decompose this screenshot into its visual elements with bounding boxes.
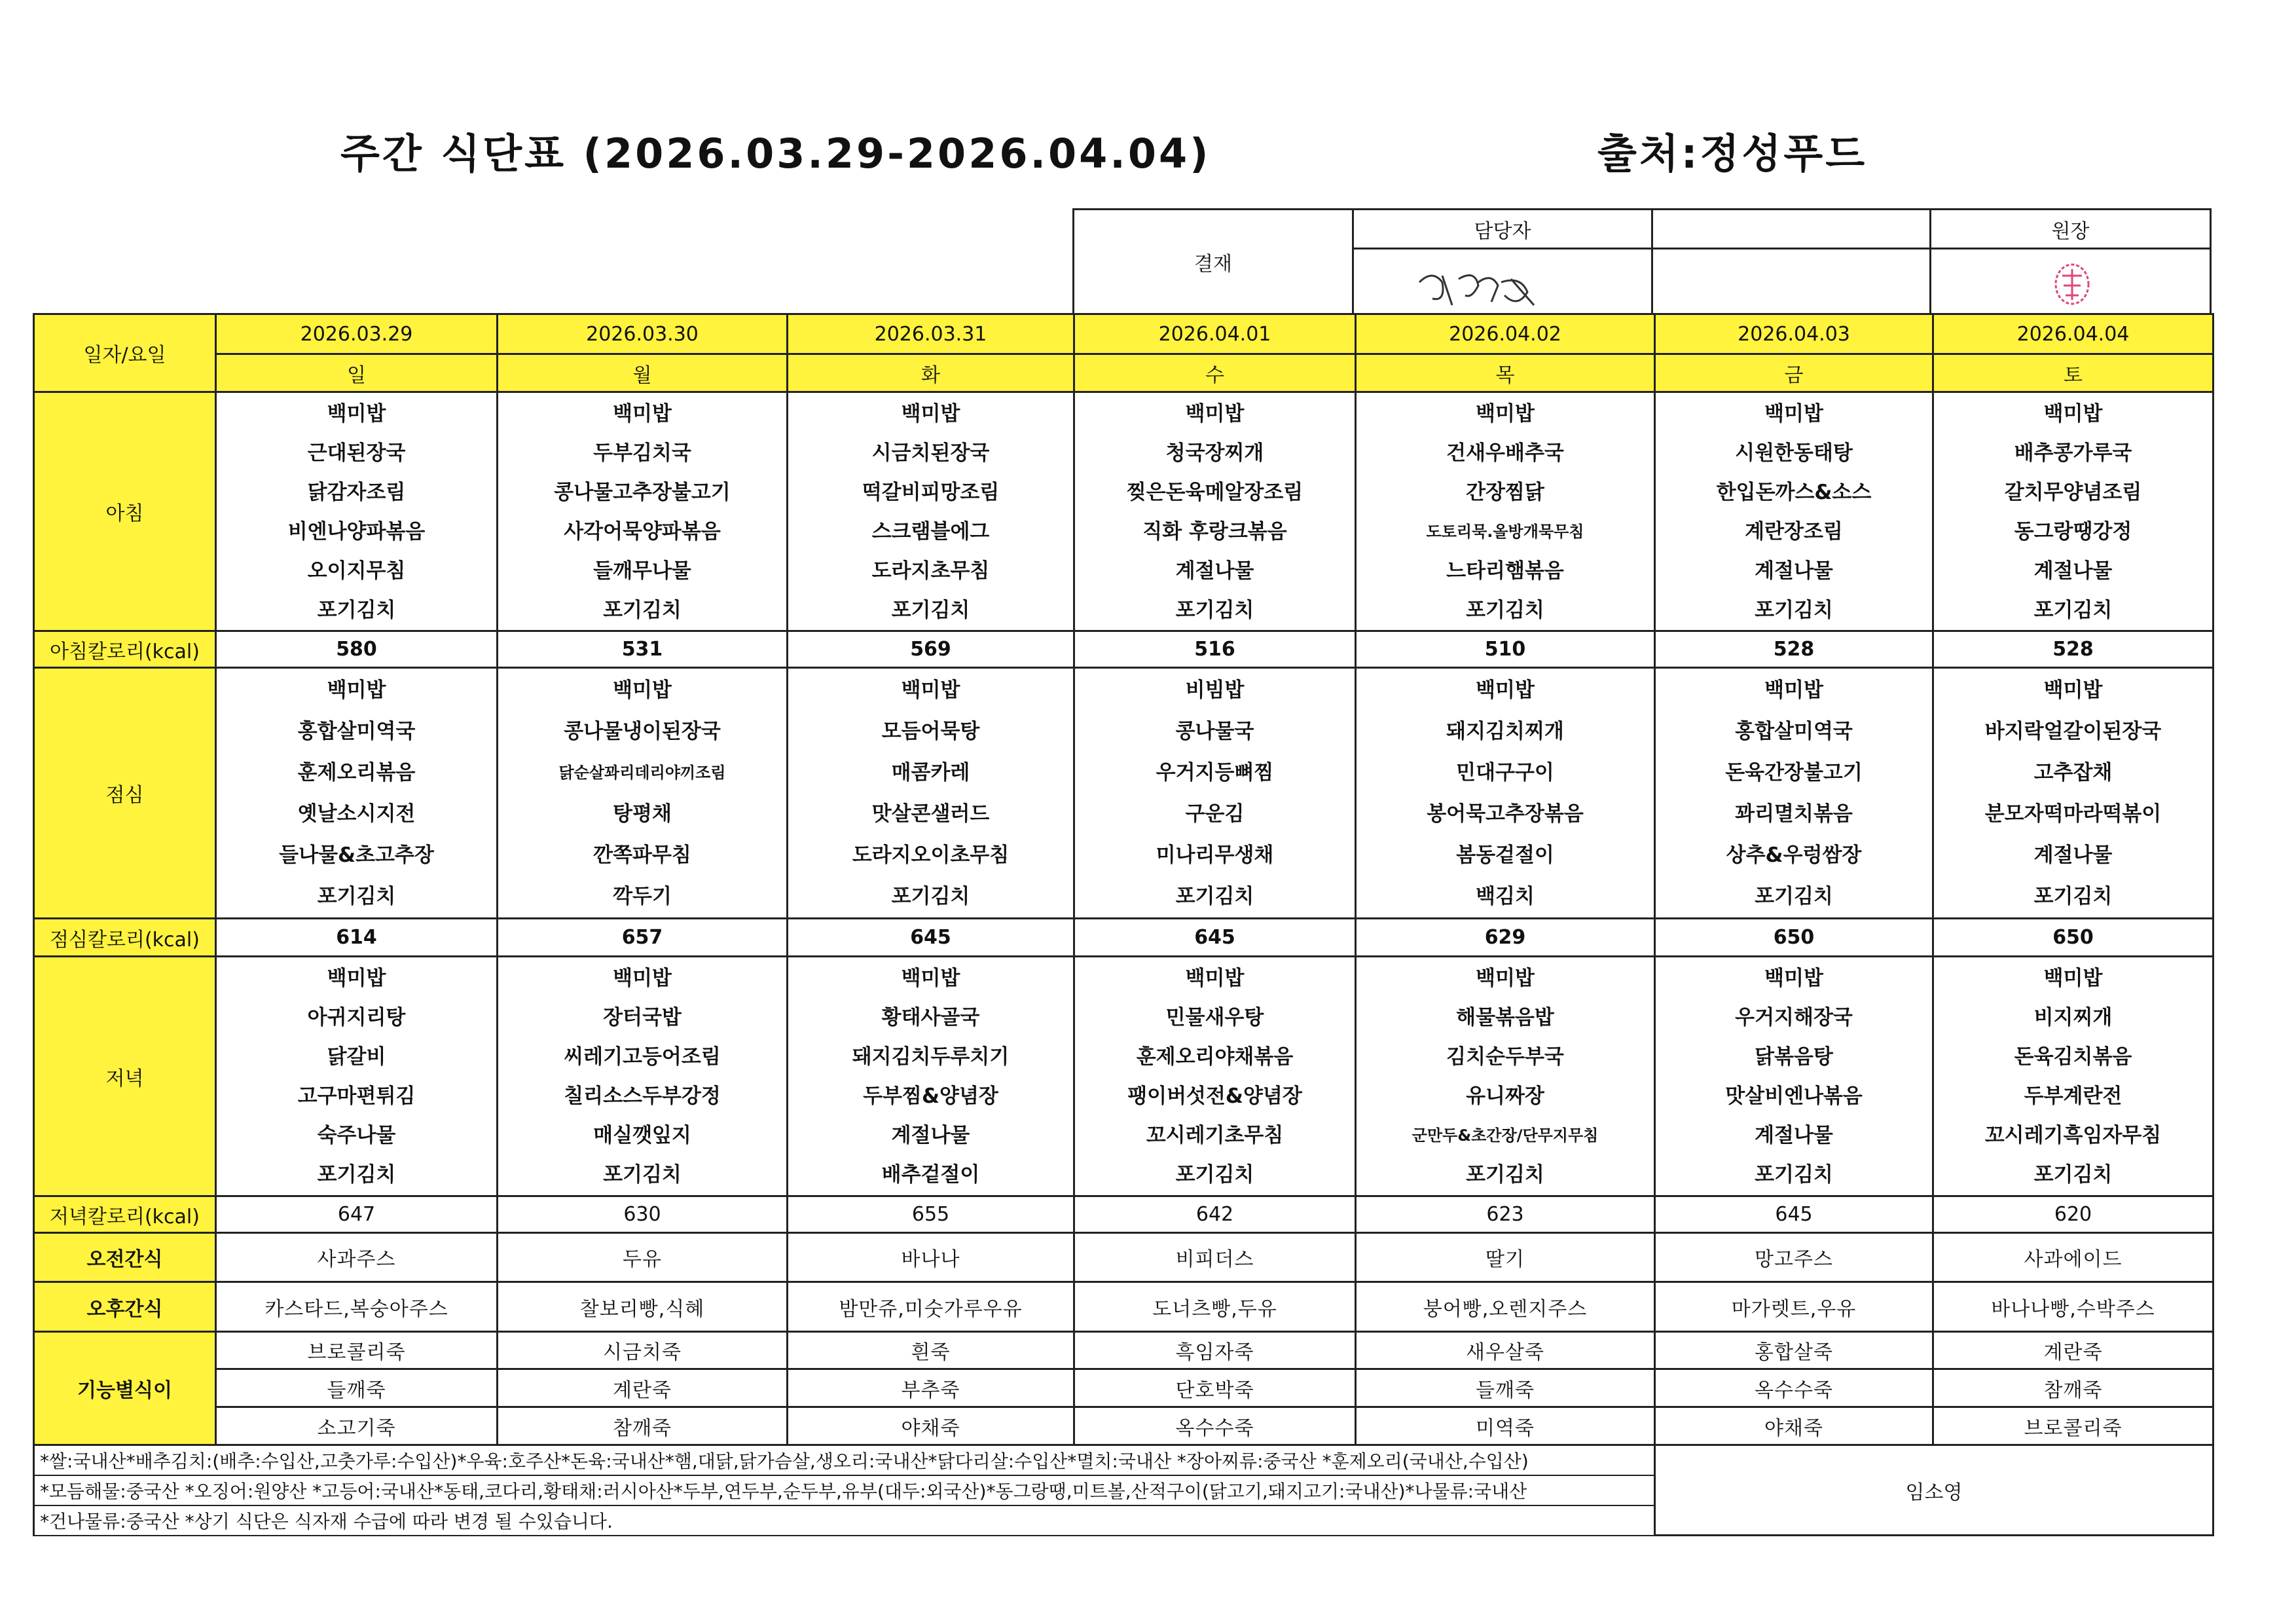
menu-item: 백미밥 xyxy=(901,402,960,426)
menu-item: 백미밥 xyxy=(1476,402,1535,426)
menu-item: 콩나물국 xyxy=(1175,720,1254,743)
menu-item: 봄동겉절이 xyxy=(1456,843,1554,867)
menu-item: 매콤카레 xyxy=(891,761,970,784)
special-diet-cell: 야채죽 xyxy=(788,1407,1074,1445)
menu-item: 포기김치 xyxy=(1466,1163,1544,1187)
pm-snack-label: 오후간식 xyxy=(34,1282,216,1332)
menu-item: 꼬시레기초무침 xyxy=(1146,1124,1284,1147)
menu-item: 맛살콘샐러드 xyxy=(871,802,990,826)
lunch-menu-cell xyxy=(216,668,498,919)
special-diet-cell: 옥수수죽 xyxy=(1655,1369,1933,1407)
menu-item: 탕평채 xyxy=(613,802,672,826)
date-day-label: 일자/요일 xyxy=(34,314,216,392)
dinner-menu-cell xyxy=(788,957,1074,1196)
calorie-cell: 531 xyxy=(498,631,788,668)
date-cell: 2026.03.30 xyxy=(498,314,788,354)
menu-item: 계절나물 xyxy=(891,1124,970,1147)
menu-item: 씨레기고등어조림 xyxy=(564,1045,721,1069)
special-diet-cell: 흑임자죽 xyxy=(1074,1332,1356,1369)
breakfast-menu-cell xyxy=(1074,392,1356,631)
menu-item: 포기김치 xyxy=(1175,599,1254,622)
menu-item: 꽈리멸치볶음 xyxy=(1735,802,1853,826)
menu-item: 민대구구이 xyxy=(1456,761,1554,784)
menu-item: 시금치된장국 xyxy=(871,441,990,465)
date-cell: 2026.04.03 xyxy=(1655,314,1933,354)
origin-note-line-2: *모듬해물:중국산 *오징어:원양산 *고등어:국내산*동태,코다리,황태채:러시아산*두부,연두부,순두부,유부(대두:외국산)*동그랑땡,미트볼,산적구이(닭고기,돼지고기:국내산)*나물류:국내산 xyxy=(34,1475,1655,1505)
special-diet-cell: 시금치죽 xyxy=(498,1332,788,1369)
calorie-cell: 650 xyxy=(1655,919,1933,957)
date-cell: 2026.04.02 xyxy=(1356,314,1655,354)
menu-item: 도라지초무침 xyxy=(871,559,990,583)
special-diet-cell: 들깨죽 xyxy=(1356,1369,1655,1407)
menu-item: 느타리햄볶음 xyxy=(1446,559,1564,583)
snack-cell: 밤만쥬,미숫가루우유 xyxy=(788,1282,1074,1332)
snack-cell: 망고주스 xyxy=(1655,1233,1933,1282)
lunch-menu-cell xyxy=(788,668,1074,919)
special-diet-cell: 계란죽 xyxy=(498,1369,788,1407)
lunch-menu-cell xyxy=(1933,668,2214,919)
breakfast-menu-cell xyxy=(216,392,498,631)
snack-cell: 딸기 xyxy=(1356,1233,1655,1282)
menu-item: 도라지오이초무침 xyxy=(852,843,1010,867)
calorie-cell: 630 xyxy=(498,1196,788,1233)
menu-item: 팽이버섯전&양념장 xyxy=(1127,1084,1302,1108)
menu-item: 홍합살미역국 xyxy=(1735,720,1853,743)
menu-item: 배추겉절이 xyxy=(881,1163,980,1187)
lunch-menu-cell xyxy=(1655,668,1933,919)
menu-item: 비지찌개 xyxy=(2033,1006,2113,1029)
menu-item: 계절나물 xyxy=(1755,559,1833,583)
special-diet-cell: 들깨죽 xyxy=(216,1369,498,1407)
origin-note-line-1: *쌀:국내산*배추김치:(배추:수입산,고춧가루:수입산)*우육:호주산*돈육:국내산*햄,대닭,닭가슴살,생오리:국내산*닭다리살:수입산*멸치:국내산 *장아찌류:중국산 *훈제오리(국내산,수입산) xyxy=(34,1445,1655,1475)
menu-item: 미나리무생채 xyxy=(1156,843,1274,867)
menu-item: 비빔밥 xyxy=(1185,678,1245,702)
calorie-cell: 614 xyxy=(216,919,498,957)
menu-item: 분모자떡마라떡볶이 xyxy=(1984,802,2162,826)
menu-item: 백미밥 xyxy=(327,678,386,702)
menu-item: 훈제오리야채볶음 xyxy=(1136,1045,1294,1069)
day-cell: 토 xyxy=(1933,354,2214,392)
menu-item: 홍합살미역국 xyxy=(297,720,416,743)
approval-label: 결재 xyxy=(1074,210,1353,314)
snack-cell: 찰보리빵,식혜 xyxy=(498,1282,788,1332)
menu-item: 포기김치 xyxy=(603,1163,682,1187)
approval-blank-header xyxy=(1652,210,1931,249)
calorie-cell: 528 xyxy=(1655,631,1933,668)
approval-box xyxy=(1072,208,2212,315)
menu-item: 포기김치 xyxy=(603,599,682,622)
day-cell: 목 xyxy=(1356,354,1655,392)
person-in-charge-label: 담당자 xyxy=(1353,210,1652,249)
menu-item: 두부계란전 xyxy=(2024,1084,2123,1108)
dinner-label: 저녁 xyxy=(34,957,216,1196)
menu-item: 계란장조림 xyxy=(1745,520,1843,544)
special-diet-cell: 야채죽 xyxy=(1655,1407,1933,1445)
special-diet-cell: 계란죽 xyxy=(1933,1332,2214,1369)
dinner-menu-cell xyxy=(1356,957,1655,1196)
source-label: 출처:정성푸드 xyxy=(1597,130,1868,177)
menu-item: 포기김치 xyxy=(1755,599,1833,622)
menu-item: 직화 후랑크볶음 xyxy=(1142,520,1287,544)
date-cell: 2026.04.01 xyxy=(1074,314,1356,354)
calorie-cell: 580 xyxy=(216,631,498,668)
menu-item: 시원한동태탕 xyxy=(1735,441,1853,465)
menu-item: 들나물&초고추장 xyxy=(279,843,434,867)
calorie-cell: 642 xyxy=(1074,1196,1356,1233)
menu-item: 김치순두부국 xyxy=(1446,1045,1564,1069)
menu-item: 돼지김치찌개 xyxy=(1446,720,1564,743)
menu-item: 백미밥 xyxy=(1764,967,1823,990)
menu-item: 백미밥 xyxy=(1185,402,1245,426)
menu-item: 두부김치국 xyxy=(593,441,691,465)
seal-stamp-icon xyxy=(2049,259,2095,308)
menu-table xyxy=(33,313,2214,1536)
snack-cell: 비피더스 xyxy=(1074,1233,1356,1282)
special-diet-cell: 소고기죽 xyxy=(216,1407,498,1445)
calorie-cell: 569 xyxy=(788,631,1074,668)
menu-item: 비엔나양파볶음 xyxy=(287,520,426,544)
menu-item: 우거지등뼈찜 xyxy=(1156,761,1274,784)
breakfast-menu-cell xyxy=(498,392,788,631)
calorie-cell: 647 xyxy=(216,1196,498,1233)
menu-item: 숙주나물 xyxy=(317,1124,396,1147)
menu-item: 포기김치 xyxy=(1175,1163,1254,1187)
menu-item: 백미밥 xyxy=(1476,967,1535,990)
menu-item: 칠리소스두부강정 xyxy=(564,1084,721,1108)
menu-item: 황태사골국 xyxy=(881,1006,980,1029)
menu-item: 고추잡채 xyxy=(2033,761,2113,784)
menu-item: 스크램블에그 xyxy=(871,520,990,544)
calorie-cell: 510 xyxy=(1356,631,1655,668)
menu-item: 옛날소시지전 xyxy=(297,802,416,826)
special-diet-cell: 참깨죽 xyxy=(498,1407,788,1445)
menu-item: 백미밥 xyxy=(613,678,672,702)
menu-item: 맛살비엔나볶음 xyxy=(1725,1084,1863,1108)
day-cell: 일 xyxy=(216,354,498,392)
snack-cell: 바나나 xyxy=(788,1233,1074,1282)
menu-item: 포기김치 xyxy=(891,885,970,908)
menu-item: 떡갈비피망조림 xyxy=(862,481,1000,504)
menu-item: 백미밥 xyxy=(327,967,386,990)
lunch-menu-cell xyxy=(1074,668,1356,919)
menu-item: 백미밥 xyxy=(613,967,672,990)
snack-cell: 사과에이드 xyxy=(1933,1233,2214,1282)
dinner-menu-cell xyxy=(1933,957,2214,1196)
menu-item: 배추콩가루국 xyxy=(2014,441,2132,465)
day-cell: 금 xyxy=(1655,354,1933,392)
dinner-menu-cell xyxy=(1655,957,1933,1196)
menu-item: 콩나물고추장불고기 xyxy=(554,481,731,504)
menu-item: 훈제오리볶음 xyxy=(297,761,416,784)
menu-item: 계절나물 xyxy=(2033,843,2113,867)
menu-item: 우거지해장국 xyxy=(1735,1006,1853,1029)
menu-item: 포기김치 xyxy=(2033,885,2113,908)
special-diet-label: 기능별식이 xyxy=(34,1332,216,1445)
principal-label: 원장 xyxy=(1931,210,2211,249)
dinner-calorie-label: 저녁칼로리(kcal) xyxy=(34,1196,216,1233)
origin-note-line-3: *건나물류:중국산 *상기 식단은 식자재 수급에 따라 변경 될 수있습니다. xyxy=(34,1505,1655,1536)
dinner-menu-cell xyxy=(216,957,498,1196)
calorie-cell: 516 xyxy=(1074,631,1356,668)
day-cell: 수 xyxy=(1074,354,1356,392)
special-diet-cell: 브로콜리죽 xyxy=(1933,1407,2214,1445)
menu-item: 갈치무양념조림 xyxy=(2004,481,2142,504)
special-diet-cell: 부추죽 xyxy=(788,1369,1074,1407)
menu-item: 포기김치 xyxy=(1755,1163,1833,1187)
calorie-cell: 645 xyxy=(1074,919,1356,957)
menu-item: 계절나물 xyxy=(2033,559,2113,583)
special-diet-cell: 미역죽 xyxy=(1356,1407,1655,1445)
snack-cell: 마가렛트,우유 xyxy=(1655,1282,1933,1332)
menu-item: 바지락얼갈이된장국 xyxy=(1984,720,2162,743)
menu-item: 봉어묵고추장볶음 xyxy=(1427,802,1584,826)
menu-item: 동그랑땡강정 xyxy=(2014,520,2132,544)
breakfast-menu-cell xyxy=(1655,392,1933,631)
menu-item: 백미밥 xyxy=(1476,678,1535,702)
menu-item: 백미밥 xyxy=(327,402,386,426)
menu-item: 깐쪽파무침 xyxy=(593,843,691,867)
lunch-calorie-label: 점심칼로리(kcal) xyxy=(34,919,216,957)
snack-cell: 붕어빵,오렌지주스 xyxy=(1356,1282,1655,1332)
breakfast-calorie-label: 아침칼로리(kcal) xyxy=(34,631,216,668)
snack-cell: 두유 xyxy=(498,1233,788,1282)
menu-item: 포기김치 xyxy=(2033,1163,2113,1187)
menu-item: 고구마편튀김 xyxy=(297,1084,416,1108)
breakfast-menu-cell xyxy=(1933,392,2214,631)
menu-item: 찢은돈육메알장조림 xyxy=(1126,481,1303,504)
principal-seal xyxy=(1931,249,2211,314)
menu-item: 닭감자조림 xyxy=(307,481,406,504)
menu-item: 구운김 xyxy=(1185,802,1245,826)
calorie-cell: 645 xyxy=(1655,1196,1933,1233)
menu-item: 한입돈까스&소스 xyxy=(1716,481,1872,504)
special-diet-cell: 참깨죽 xyxy=(1933,1369,2214,1407)
calorie-cell: 655 xyxy=(788,1196,1074,1233)
menu-item: 간장찜닭 xyxy=(1466,481,1544,504)
menu-item: 깍두기 xyxy=(613,885,672,908)
menu-item: 포기김치 xyxy=(1755,885,1833,908)
menu-item: 오이지무침 xyxy=(307,559,406,583)
menu-item: 건새우배추국 xyxy=(1446,441,1564,465)
menu-item: 백김치 xyxy=(1476,885,1535,908)
menu-item: 닭순살꽈리데리야끼조림 xyxy=(558,764,726,782)
snack-cell: 사과주스 xyxy=(216,1233,498,1282)
menu-item: 포기김치 xyxy=(1175,885,1254,908)
menu-item: 포기김치 xyxy=(317,599,396,622)
breakfast-menu-cell xyxy=(1356,392,1655,631)
menu-item: 백미밥 xyxy=(2043,967,2103,990)
menu-item: 백미밥 xyxy=(1764,402,1823,426)
menu-item: 백미밥 xyxy=(1764,678,1823,702)
date-cell: 2026.03.31 xyxy=(788,314,1074,354)
special-diet-cell: 단호박죽 xyxy=(1074,1369,1356,1407)
menu-item: 돼지김치두루치기 xyxy=(852,1045,1010,1069)
calorie-cell: 623 xyxy=(1356,1196,1655,1233)
menu-item: 백미밥 xyxy=(901,967,960,990)
special-diet-cell: 홍합살죽 xyxy=(1655,1332,1933,1369)
menu-item: 민물새우탕 xyxy=(1165,1006,1264,1029)
menu-item: 포기김치 xyxy=(1466,599,1544,622)
menu-item: 포기김치 xyxy=(891,599,970,622)
breakfast-menu-cell xyxy=(788,392,1074,631)
lunch-menu-cell xyxy=(498,668,788,919)
person-in-charge-signature xyxy=(1353,249,1652,314)
menu-item: 상추&우렁쌈장 xyxy=(1726,843,1862,867)
am-snack-label: 오전간식 xyxy=(34,1233,216,1282)
calorie-cell: 657 xyxy=(498,919,788,957)
menu-item: 백미밥 xyxy=(613,402,672,426)
menu-item: 청국장찌개 xyxy=(1165,441,1264,465)
calorie-cell: 620 xyxy=(1933,1196,2214,1233)
day-cell: 월 xyxy=(498,354,788,392)
menu-item: 포기김치 xyxy=(317,885,396,908)
date-cell: 2026.04.04 xyxy=(1933,314,2214,354)
lunch-label: 점심 xyxy=(34,668,216,919)
date-cell: 2026.03.29 xyxy=(216,314,498,354)
calorie-cell: 650 xyxy=(1933,919,2214,957)
lunch-menu-cell xyxy=(1356,668,1655,919)
menu-item: 계절나물 xyxy=(1755,1124,1833,1147)
page-title: 주간 식단표 (2026.03.29-2026.04.04) xyxy=(340,130,1211,177)
menu-item: 돈육김치볶음 xyxy=(2014,1045,2132,1069)
breakfast-label: 아침 xyxy=(34,392,216,631)
calorie-cell: 645 xyxy=(788,919,1074,957)
menu-item: 장터국밥 xyxy=(603,1006,682,1029)
approval-blank-signature xyxy=(1652,249,1931,314)
menu-item: 들깨무나물 xyxy=(593,559,691,583)
menu-item: 군만두&초간장/단무지무침 xyxy=(1412,1126,1599,1145)
menu-item: 아귀지리탕 xyxy=(307,1006,406,1029)
calorie-cell: 528 xyxy=(1933,631,2214,668)
snack-cell: 도너츠빵,두유 xyxy=(1074,1282,1356,1332)
menu-item: 닭볶음탕 xyxy=(1755,1045,1833,1069)
calorie-cell: 629 xyxy=(1356,919,1655,957)
menu-item: 백미밥 xyxy=(2043,678,2103,702)
menu-item: 매실깻잎지 xyxy=(593,1124,691,1147)
menu-item: 두부찜&양념장 xyxy=(863,1084,998,1108)
menu-item: 모듬어묵탕 xyxy=(881,720,980,743)
special-diet-cell: 흰죽 xyxy=(788,1332,1074,1369)
menu-item: 유니짜장 xyxy=(1466,1084,1544,1108)
menu-item: 도토리묵.올방개묵무침 xyxy=(1426,523,1584,541)
special-diet-cell: 새우살죽 xyxy=(1356,1332,1655,1369)
author-name: 임소영 xyxy=(1655,1445,2214,1536)
special-diet-cell: 브로콜리죽 xyxy=(216,1332,498,1369)
menu-item: 근대된장국 xyxy=(307,441,406,465)
menu-item: 돈육간장불고기 xyxy=(1725,761,1863,784)
menu-item: 포기김치 xyxy=(317,1163,396,1187)
menu-item: 계절나물 xyxy=(1175,559,1254,583)
menu-item: 백미밥 xyxy=(2043,402,2103,426)
snack-cell: 카스타드,복숭아주스 xyxy=(216,1282,498,1332)
menu-item: 포기김치 xyxy=(2033,599,2113,622)
menu-item: 닭갈비 xyxy=(327,1045,386,1069)
menu-item: 사각어묵양파볶음 xyxy=(564,520,721,544)
dinner-menu-cell xyxy=(498,957,788,1196)
menu-item: 백미밥 xyxy=(1185,967,1245,990)
snack-cell: 바나나빵,수박주스 xyxy=(1933,1282,2214,1332)
menu-item: 해물볶음밥 xyxy=(1456,1006,1554,1029)
menu-item: 꼬시레기흑임자무침 xyxy=(1984,1124,2162,1147)
day-cell: 화 xyxy=(788,354,1074,392)
special-diet-cell: 옥수수죽 xyxy=(1074,1407,1356,1445)
menu-item: 백미밥 xyxy=(901,678,960,702)
signature-icon xyxy=(1413,256,1544,312)
dinner-menu-cell xyxy=(1074,957,1356,1196)
menu-item: 콩나물냉이된장국 xyxy=(564,720,721,743)
